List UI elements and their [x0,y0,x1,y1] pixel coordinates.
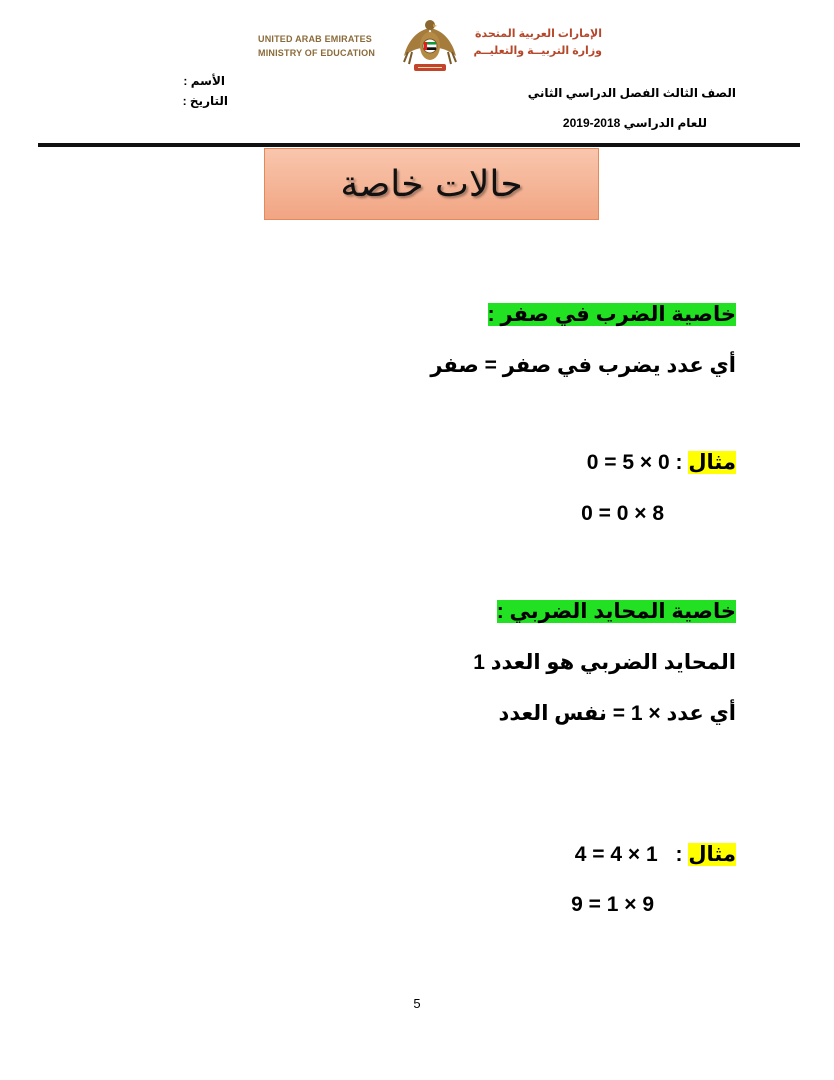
date-label: التاريخ : [182,94,228,108]
section2-example1-equation: 4 = 4 × 1 [574,843,658,866]
section1-example1 [587,450,736,475]
section2-heading [497,599,736,624]
section2-rule2: أي عدد × 1 = نفس العدد [498,702,736,725]
student-name-label: الأسم : [183,74,225,88]
uae-emblem-icon [400,16,460,74]
section1-example-colon: : [675,451,683,474]
section2-example-colon: : [675,843,683,866]
academic-year-label: للعام الدراسي 2018-2019 [562,116,707,130]
org-name-en-line2: MINISTRY OF EDUCATION [258,48,376,58]
section2-example-label: مثال [688,843,736,866]
org-name-ar-line2: وزارة التربيــة والتعليــم [473,45,602,57]
section1-heading-text: خاصية الضرب في صفر : [487,303,736,326]
page-number: 5 [413,996,421,1011]
org-name-ar-line1: الإمارات العربية المتحدة [475,28,602,40]
page-title: حالات خاصة [340,163,523,205]
section2-heading-text: خاصية المحايد الضربي : [496,600,736,623]
section1-example2-equation: 0 = 0 × 8 [581,502,664,525]
section1-heading [488,302,736,327]
letterhead [258,14,602,76]
section1-example1-equation: 0 = 5 × 0 [586,451,670,474]
section2-rule1: المحايد الضربي هو العدد 1 [473,651,736,674]
section1-example2 [581,502,664,526]
section1-rule: أي عدد يضرب في صفر = صفر [430,354,736,377]
section1-example-label: مثال [688,451,736,474]
section2-example2 [571,893,654,917]
title-box [264,148,599,220]
grade-semester-label: الصف الثالث الفصل الدراسي الثاني [527,86,736,100]
header-divider [38,143,800,147]
section2-example2-equation: 9 = 1 × 9 [571,893,654,916]
section2-example1 [575,842,736,867]
org-name-en-line1: UNITED ARAB EMIRATES [258,34,372,44]
